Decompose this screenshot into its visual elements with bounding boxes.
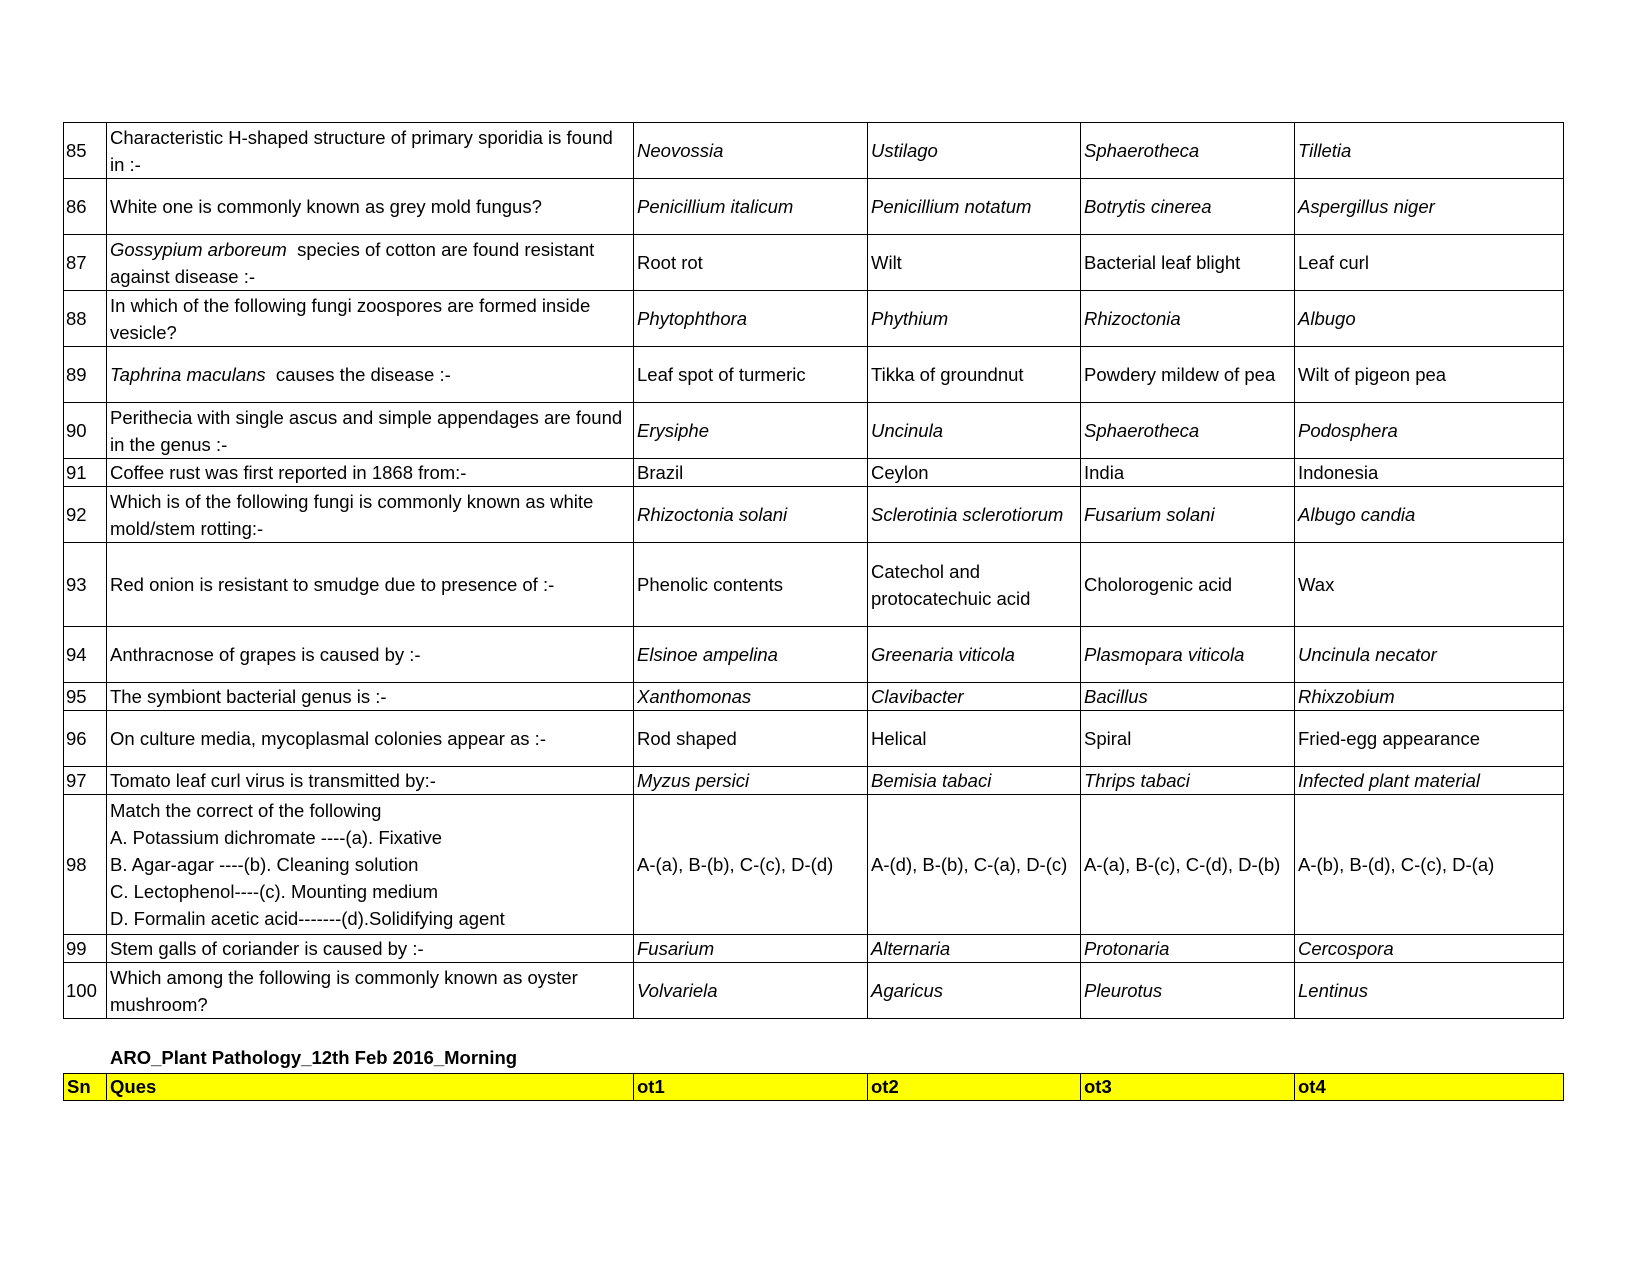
header-ot1: ot1 [634, 1074, 868, 1101]
question-cell: Anthracnose of grapes is caused by :- [107, 627, 634, 683]
question-cell: Characteristic H-shaped structure of primary sporidia is found in :- [107, 123, 634, 179]
serial-number-cell: 100 [64, 963, 107, 1019]
option-2-cell: Ceylon [868, 459, 1081, 487]
option-3-cell: Sphaerotheca [1081, 123, 1295, 179]
serial-number-cell: 96 [64, 711, 107, 767]
question-text: species of cotton are found resistant against disease :- [110, 238, 600, 287]
option-2-cell: Agaricus [868, 963, 1081, 1019]
option-2-cell: Greenaria viticola [868, 627, 1081, 683]
option-4-cell: Albugo candia [1295, 487, 1564, 543]
option-4-cell: Uncinula necator [1295, 627, 1564, 683]
question-cell [107, 795, 634, 935]
question-text: causes the disease :- [265, 364, 451, 385]
option-1-cell: Xanthomonas [634, 683, 868, 711]
serial-number-cell: 91 [64, 459, 107, 487]
question-species-name: Gossypium arboreum [110, 238, 287, 260]
option-4-cell: Rhixzobium [1295, 683, 1564, 711]
option-1-cell: Erysiphe [634, 403, 868, 459]
table-row [64, 683, 1564, 711]
option-3-cell: Cholorogenic acid [1081, 543, 1295, 627]
option-4-cell: Albugo [1295, 291, 1564, 347]
option-4-cell: Fried-egg appearance [1295, 711, 1564, 767]
serial-number-cell: 92 [64, 487, 107, 543]
option-1-cell: Root rot [634, 235, 868, 291]
option-2-cell: Wilt [868, 235, 1081, 291]
option-2-cell: Bemisia tabaci [868, 767, 1081, 795]
serial-number-cell: 90 [64, 403, 107, 459]
table-row [64, 123, 1564, 179]
question-cell [107, 347, 634, 403]
option-3-cell: Plasmopara viticola [1081, 627, 1295, 683]
question-table [63, 122, 1564, 1019]
option-2-cell: Uncinula [868, 403, 1081, 459]
table-row [64, 487, 1564, 543]
table-row [64, 795, 1564, 935]
option-2-cell: Sclerotinia sclerotiorum [868, 487, 1081, 543]
question-cell: The symbiont bacterial genus is :- [107, 683, 634, 711]
question-cell: Red onion is resistant to smudge due to presence of :- [107, 543, 634, 627]
question-cell: Perithecia with single ascus and simple appendages are found in the genus :- [107, 403, 634, 459]
option-1-cell: Phenolic contents [634, 543, 868, 627]
option-3-cell: India [1081, 459, 1295, 487]
option-2-cell: Penicillium notatum [868, 179, 1081, 235]
header-row-table [63, 1073, 1564, 1101]
serial-number-cell: 99 [64, 935, 107, 963]
serial-number-cell: 89 [64, 347, 107, 403]
option-3-cell: Pleurotus [1081, 963, 1295, 1019]
question-cell: Which is of the following fungi is commonly known as white mold/stem rotting:- [107, 487, 634, 543]
table-row [64, 711, 1564, 767]
table-row [64, 459, 1564, 487]
table-row [64, 347, 1564, 403]
question-cell [107, 235, 634, 291]
option-3-cell: Protonaria [1081, 935, 1295, 963]
serial-number-cell: 98 [64, 795, 107, 935]
option-3-cell: Rhizoctonia [1081, 291, 1295, 347]
option-4-cell: Podosphera [1295, 403, 1564, 459]
option-1-cell: A-(a), B-(b), C-(c), D-(d) [634, 795, 868, 935]
option-4-cell: Wax [1295, 543, 1564, 627]
question-line: Match the correct of the following [110, 800, 382, 821]
option-1-cell: Neovossia [634, 123, 868, 179]
option-2-cell: Catechol and protocatechuic acid [868, 543, 1081, 627]
header-ques: Ques [107, 1074, 634, 1101]
option-4-cell: Leaf curl [1295, 235, 1564, 291]
option-3-cell: Fusarium solani [1081, 487, 1295, 543]
option-1-cell: Rhizoctonia solani [634, 487, 868, 543]
option-3-cell: Sphaerotheca [1081, 403, 1295, 459]
option-3-cell: Powdery mildew of pea [1081, 347, 1295, 403]
option-3-cell: Thrips tabaci [1081, 767, 1295, 795]
option-3-cell: Spiral [1081, 711, 1295, 767]
table-row [64, 767, 1564, 795]
table-row [64, 935, 1564, 963]
serial-number-cell: 87 [64, 235, 107, 291]
question-cell: White one is commonly known as grey mold fungus? [107, 179, 634, 235]
question-cell: Tomato leaf curl virus is transmitted by:- [107, 767, 634, 795]
option-4-cell: Lentinus [1295, 963, 1564, 1019]
serial-number-cell: 85 [64, 123, 107, 179]
table-row [64, 963, 1564, 1019]
option-1-cell: Leaf spot of turmeric [634, 347, 868, 403]
serial-number-cell: 93 [64, 543, 107, 627]
serial-number-cell: 94 [64, 627, 107, 683]
question-species-name: Taphrina maculans [110, 364, 266, 385]
table-row [64, 291, 1564, 347]
option-4-cell: Aspergillus niger [1295, 179, 1564, 235]
table-row [64, 543, 1564, 627]
header-ot3: ot3 [1081, 1074, 1295, 1101]
sheet-caption: ARO_Plant Pathology_12th Feb 2016_Morning [110, 1047, 518, 1068]
option-3-cell: A-(a), B-(c), C-(d), D-(b) [1081, 795, 1295, 935]
option-1-cell: Fusarium [634, 935, 868, 963]
serial-number-cell: 95 [64, 683, 107, 711]
question-cell: Coffee rust was first reported in 1868 from:- [107, 459, 634, 487]
option-1-cell: Myzus persici [634, 767, 868, 795]
question-cell: In which of the following fungi zoospores are formed inside vesicle? [107, 291, 634, 347]
option-4-cell: Cercospora [1295, 935, 1564, 963]
question-line: A. Potassium dichromate ----(a). Fixative [110, 827, 443, 848]
question-cell: On culture media, mycoplasmal colonies appear as :- [107, 711, 634, 767]
table-row [64, 179, 1564, 235]
question-cell: Stem galls of coriander is caused by :- [107, 935, 634, 963]
option-2-cell: Clavibacter [868, 683, 1081, 711]
option-3-cell: Bacillus [1081, 683, 1295, 711]
option-4-cell: Wilt of pigeon pea [1295, 347, 1564, 403]
header-sn: Sn [64, 1074, 107, 1101]
option-4-cell: Indonesia [1295, 459, 1564, 487]
option-3-cell: Bacterial leaf blight [1081, 235, 1295, 291]
option-1-cell: Rod shaped [634, 711, 868, 767]
header-ot2: ot2 [868, 1074, 1081, 1101]
table-row [64, 235, 1564, 291]
option-2-cell: Phythium [868, 291, 1081, 347]
question-line: B. Agar-agar ----(b). Cleaning solution [110, 854, 419, 875]
table-row [64, 403, 1564, 459]
option-4-cell: Tilletia [1295, 123, 1564, 179]
option-3-cell: Botrytis cinerea [1081, 179, 1295, 235]
option-2-cell: Ustilago [868, 123, 1081, 179]
option-1-cell: Penicillium italicum [634, 179, 868, 235]
option-1-cell: Phytophthora [634, 291, 868, 347]
serial-number-cell: 97 [64, 767, 107, 795]
question-cell: Which among the following is commonly known as oyster mushroom? [107, 963, 634, 1019]
option-2-cell: Helical [868, 711, 1081, 767]
option-4-cell: A-(b), B-(d), C-(c), D-(a) [1295, 795, 1564, 935]
option-1-cell: Brazil [634, 459, 868, 487]
option-2-cell: Alternaria [868, 935, 1081, 963]
option-4-cell: Infected plant material [1295, 767, 1564, 795]
option-1-cell: Volvariela [634, 963, 868, 1019]
question-line: D. Formalin acetic acid-------(d).Solidifying agent [110, 908, 505, 929]
serial-number-cell: 88 [64, 291, 107, 347]
table-row [64, 627, 1564, 683]
option-2-cell: Tikka of groundnut [868, 347, 1081, 403]
question-line: C. Lectophenol----(c). Mounting medium [110, 881, 438, 902]
serial-number-cell: 86 [64, 179, 107, 235]
header-ot4: ot4 [1295, 1074, 1564, 1101]
option-1-cell: Elsinoe ampelina [634, 627, 868, 683]
option-2-cell: A-(d), B-(b), C-(a), D-(c) [868, 795, 1081, 935]
header-row [64, 1074, 1564, 1101]
